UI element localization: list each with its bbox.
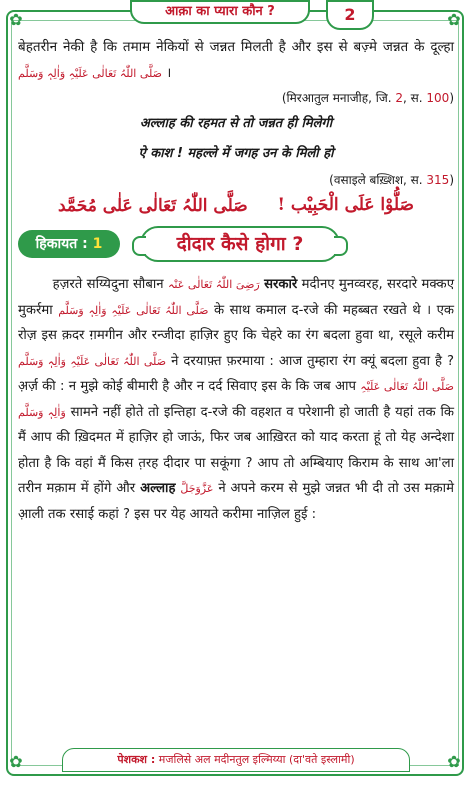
- reference-close: ): [449, 173, 454, 187]
- salawat-text: رَضِیَ اللّٰہُ تَعَالٰی عَنْہ: [167, 278, 260, 291]
- story-badge-number: 1: [92, 236, 103, 252]
- corner-ornament-icon: ✿: [9, 10, 23, 29]
- story-text: हज़रते सय्यिदुना सौबान: [52, 277, 164, 292]
- salawat-text: صَلَّی اللّٰہُ تَعَالٰی عَلَیْہِ وَاٰلِہٖ وَسَلَّم: [18, 380, 454, 419]
- arabic-salutation: [18, 195, 454, 216]
- footer-publisher: [62, 748, 410, 772]
- story-text-bold: अल्लाह: [140, 481, 176, 496]
- story-text: के साथ कमाल द-रजे की महब्बत रखते थे । एक रोज़ इस क़दर ग़मगीन और रन्जीदा हाज़िर हुए कि चेहरे का रंग बदला हुवा था, रसूले करीम: [18, 302, 454, 343]
- arabic-salutation-left: صَلَّی اللّٰہُ تَعَالٰی عَلٰی مُحَمَّد: [58, 196, 248, 216]
- story-text: सामने नहीं होते तो इन्तिहा द-रजे की वहशत व परेशानी हो जाती है यहां तक कि मैं आप की ख़िदमत में हाज़िर हो जाऊं, फिर जब आख़िरत को याद करता हूं तो येह अन्देशा होता है कि वहां मैं किस त़रह दीदार पा सकूंगा ? आप तो अम्बियाए किराम के साथ आ'ला तरीन मक़ाम में होंगे और: [18, 404, 454, 496]
- story-text: मदीनए मुनव्वरह, सरदारे मक्कए मुकर्रमा: [18, 277, 454, 318]
- book-title: आक़ा का प्यारा कौन ?: [130, 0, 310, 24]
- corner-ornament-icon: ✿: [447, 10, 461, 29]
- page-number: 2: [326, 0, 374, 30]
- story-text: ने अपने करम से मुझे जन्नत भी दी तो उस मक़ामे आ़ली तक रसाई कहां ? इस पर येह आयते करीमा नाज़िल हुई :: [18, 481, 454, 522]
- section-heading: [18, 226, 454, 266]
- intro-line-1: बेहतरीन नेकी है कि तमाम नेकियों से जन्नत मिलती है और इस से: [18, 39, 348, 55]
- story-badge-label: हिकायत :: [35, 236, 88, 252]
- footer-text: मजलिसे अल मदीनतुल इल्मिय्या (दा'वते इस्लामी): [158, 753, 355, 766]
- intro-line-end: ।: [166, 65, 172, 81]
- arabic-salutation-right: صَلُّوْا عَلَی الْحَبِیْب !: [277, 195, 414, 215]
- corner-ornament-icon: ✿: [9, 752, 23, 771]
- intro-line-2: बज़्मे जन्नत के दूल्हा: [353, 39, 454, 55]
- poem-line-1: अल्लाह की रहमत से तो जन्नत ही मिलेगी: [139, 116, 333, 131]
- reference-volume: 2: [395, 91, 404, 105]
- intro-paragraph: [18, 34, 454, 87]
- reference-page: 100: [426, 91, 450, 105]
- salawat-text: صَلَّی اللّٰہُ تَعَالٰی عَلَیْہِ وَاٰلِہٖ وَسَلَّم: [18, 354, 167, 368]
- section-title: दीदार कैसे होगा ?: [140, 226, 340, 262]
- story-badge: [18, 230, 120, 258]
- poem-line-2: ऐ काश ! महल्ले में जगह उन के मिली हो: [138, 146, 334, 161]
- salawat-text: عَزَّوَجَلَّ: [180, 482, 214, 495]
- story-text-bold: सरकारे: [264, 277, 298, 292]
- reference-text: (वसाइले बख़्शिश, स.: [329, 173, 423, 187]
- story-paragraph: [18, 272, 454, 527]
- corner-ornament-icon: ✿: [447, 752, 461, 771]
- reference-close: ): [449, 91, 454, 105]
- salawat-text: صَلَّی اللّٰہُ تَعَالٰی عَلَیْہِ وَاٰلِہٖ وَسَلَّم: [58, 303, 209, 317]
- story-text: ने दरयाफ़्त फ़रमाया : आज तुम्हारा रंग क्यूं बदला हुवा है ? अ़र्ज़ की : न मुझे कोई बीमारी है और न दर्द सिवाए इस के कि जब आप: [18, 353, 454, 394]
- reference-text: (मिरआतुल मनाजीह, जि.: [281, 91, 392, 105]
- reference-separator: , स.: [403, 91, 423, 105]
- reference-page: 315: [426, 173, 450, 187]
- page-content: [18, 34, 454, 527]
- intro-reference: [18, 87, 454, 109]
- salawat-text: صَلَّی اللّٰہُ تَعَالٰی عَلَیْہِ وَاٰلِہٖ وَسَلَّم: [18, 67, 162, 80]
- poem-reference: [18, 169, 454, 191]
- footer-label: पेशकश :: [117, 753, 156, 766]
